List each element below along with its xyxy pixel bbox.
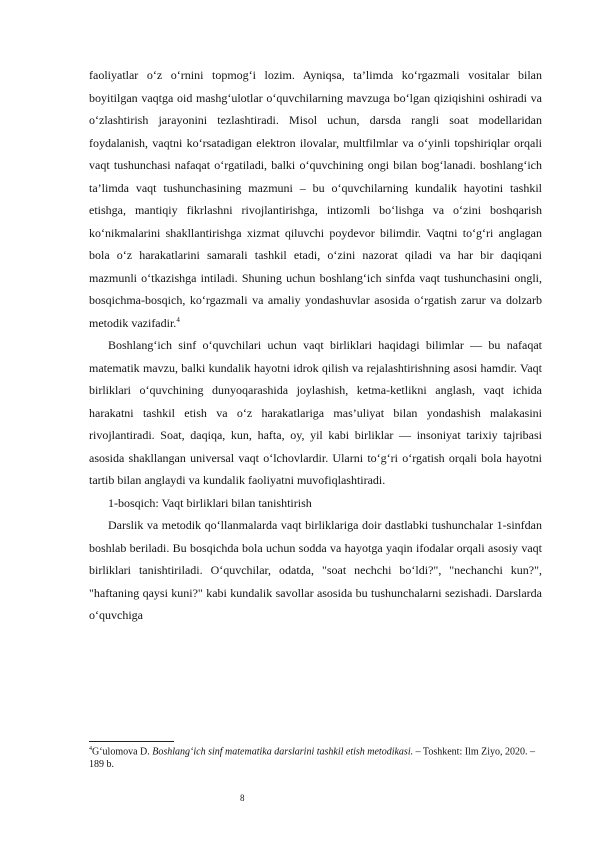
paragraph-1 [89, 64, 542, 334]
footnote-author: G‘ulomova D. [92, 746, 150, 758]
footnote-publication: – Toshkent: Ilm Ziyo, 2020. – 189 b. [89, 746, 535, 771]
footnote [89, 743, 542, 771]
page-body [89, 64, 542, 627]
footnote-reference[interactable]: 4 [176, 315, 180, 324]
footnote-marker: 4 [89, 746, 92, 752]
paragraph-1-text: faoliyatlar o‘z o‘rnini topmog‘i lozim. Ayniqsa, ta’limda ko‘rgazmali vositalar bilan boyitilgan vaqtga oid mashg‘ulotlar o‘quvchilarning mavzuga bo‘lgan qiziqishini oshiradi va o‘zlashtirish jarayonini tezlashtiradi. Misol uchun, darsda rangli soat modellaridan foydalanish, vaqtni ko‘rsatadigan elektron ilovalar, multfilmlar va o‘yinli topshiriqlar orqali vaqt tushunchasi nafaqat o‘rgatiladi, balki o‘quvchining ongi bilan bog‘lanadi. boshlang‘ich ta’limda vaqt tushunchasining mazmuni – bu o‘quvchilarning kundalik hayotini tashkil etishga, mantiqiy fikrlashni rivojlantirishga, intizomli bo‘lishga va o‘zini boshqarish ko‘nikmalarini shakllantirishga xizmat qiluvchi poydevor bilimdir. Vaqtni to‘g‘ri anglagan bola o‘z harakatlarini samarali tashkil etadi, o‘zini nazorat qiladi va har bir daqiqani mazmunli o‘tkazishga intiladi. Shuning uchun boshlang‘ich sinfda vaqt tushunchasini ongli, bosqichma-bosqich, ko‘rgazmali va amaliy yondashuvlar asosida o‘rgatish zarur va dolzarb metodik vazifadir. [89, 68, 542, 330]
paragraph-3: Darslik va metodik qo‘llanmalarda vaqt birliklariga doir dastlabki tushunchalar 1-sinfdan boshlab beriladi. Bu bosqichda bola uchun sodda va hayotga yaqin ifodalar orqali asosiy vaqt birliklari tanishtiriladi. O‘quvchilar, odatda, "soat nechchi bo‘ldi?", "nechanchi kun?", "haftaning qaysi kuni?" kabi kundalik savollar asosida bu tushunchalarni sezishadi. Darslarda o‘quvchiga [89, 518, 542, 622]
section-heading: 1-bosqich: Vaqt birliklari bilan tanishtirish [108, 495, 312, 510]
paragraph-2: Boshlang‘ich sinf o‘quvchilari uchun vaqt birliklari haqidagi bilimlar — bu nafaqat matematik mavzu, balki kundalik hayotni idrok qilish va rejalashtirishning asosi hamdir. Vaqt birliklari o‘quvchining dunyoqarashida joylashish, ketma-ketlikni anglash, vaqt ichida harakatni tashkil etish va o‘z harakatlariga mas’uliyat bilan yondashish malakasini rivojlantiradi. Soat, daqiqa, kun, hafta, oy, yil kabi birliklar — insoniyat tarixiy tajribasi asosida shakllangan universal vaqt o‘lchovlardir. Ularni to‘g‘ri o‘rgatish orqali bola hayotni tartib bilan anglaydi va kundalik faoliyatni muvofiqlashtiradi. [89, 338, 542, 487]
footnote-title: Boshlang‘ich sinf matematika darslarini tashkil etish metodikasi. [152, 746, 414, 758]
footnote-divider [89, 741, 174, 742]
page-number: 8 [240, 793, 245, 803]
